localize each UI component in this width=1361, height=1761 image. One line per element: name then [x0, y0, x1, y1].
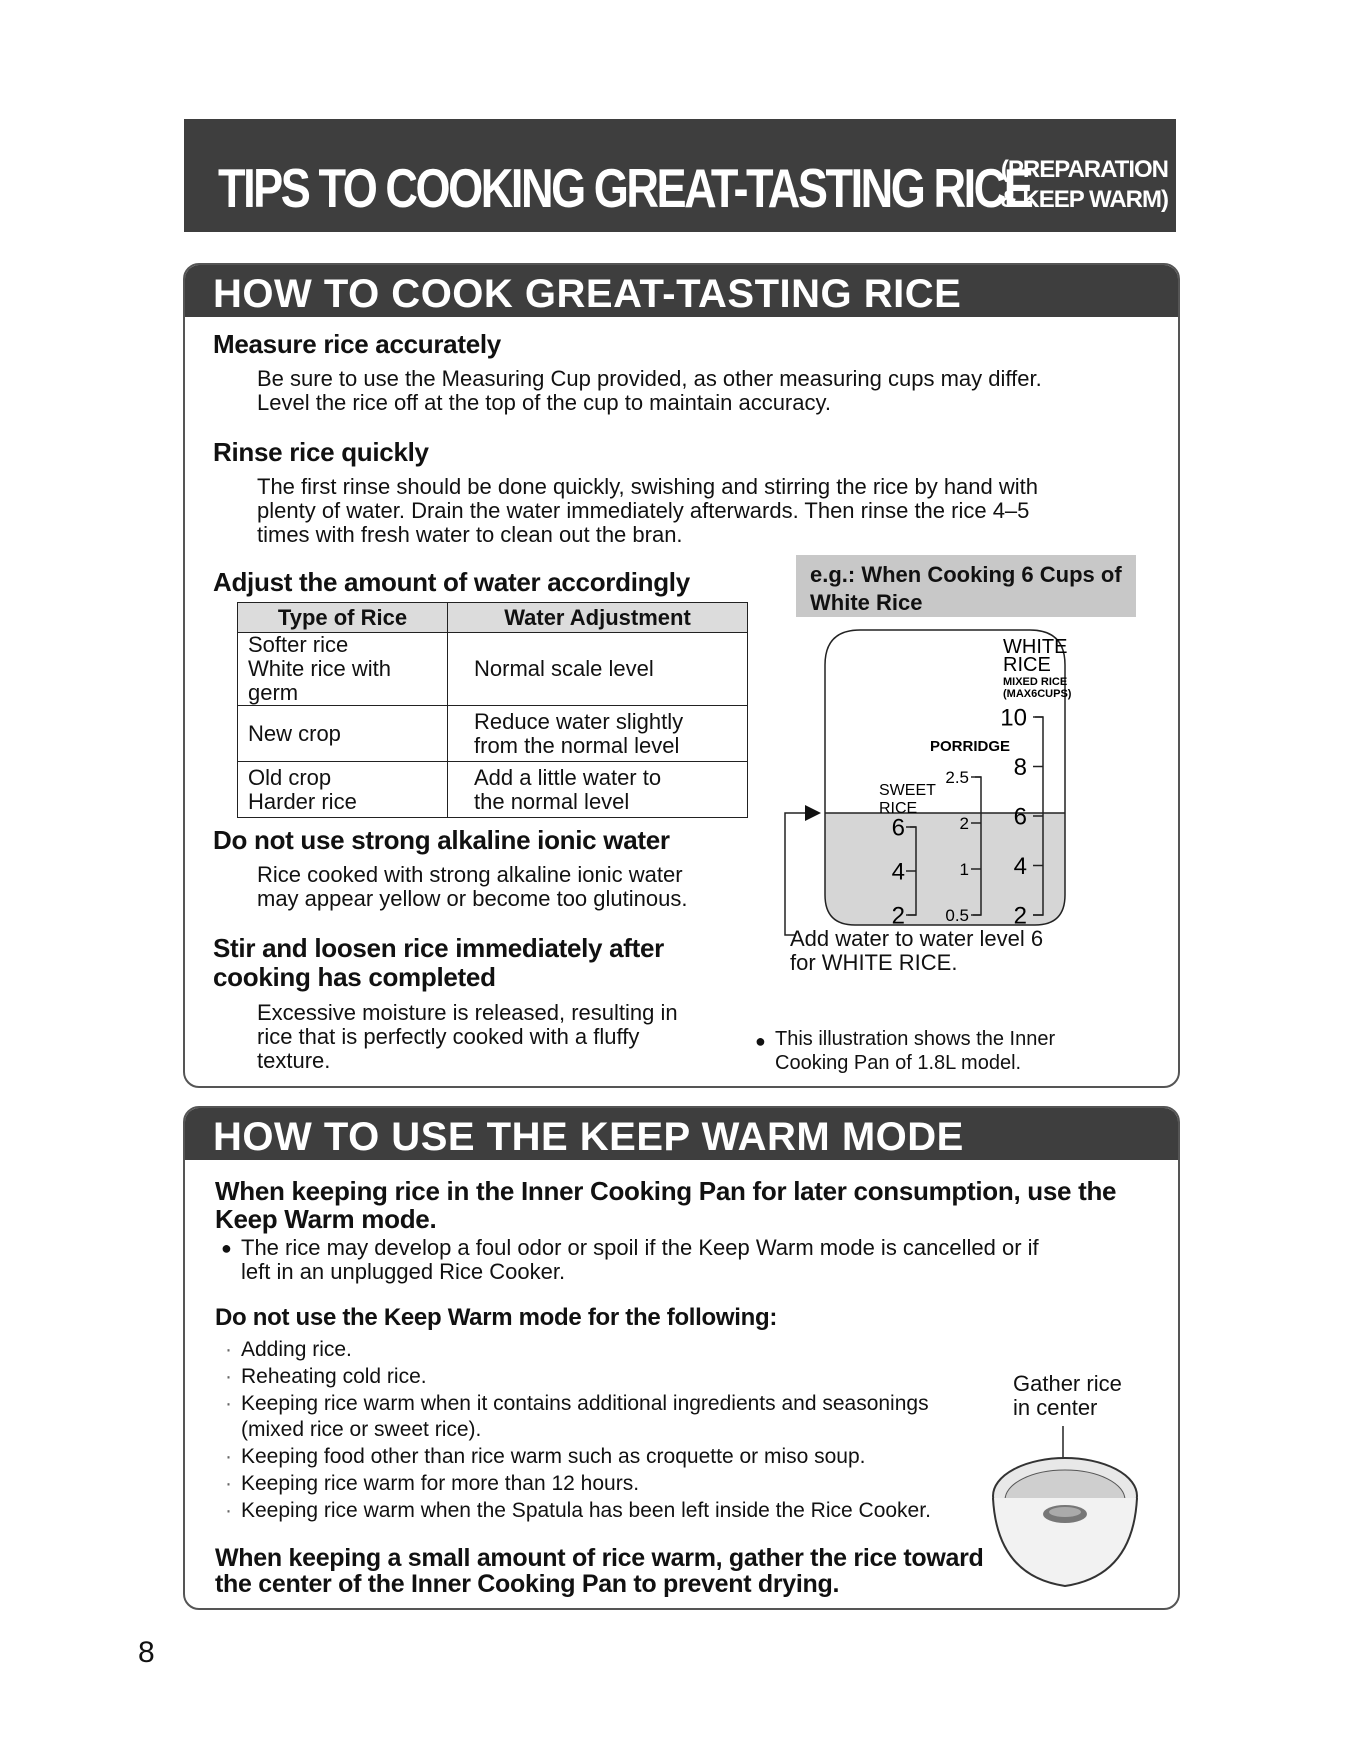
scale-mark-label: 0.5 — [945, 905, 969, 925]
section-keep-warm — [183, 1106, 1180, 1610]
small-amount-tip: When keeping a small amount of rice warm, gather the rice toward — [215, 1544, 984, 1572]
section-heading-bar — [185, 265, 1178, 317]
section-heading: HOW TO USE THE KEEP WARM MODE — [213, 1115, 964, 1159]
water-scale-illustration — [745, 625, 1165, 945]
scale-mark-label: 6 — [1013, 803, 1027, 831]
list-item-continuation: (mixed rice or sweet rice). — [241, 1418, 482, 1441]
arrow-right-icon — [805, 805, 821, 821]
section-cook-rice — [183, 263, 1180, 1088]
scale-mark-label: 2.5 — [945, 767, 969, 787]
keep-warm-intro: Keep Warm mode. — [215, 1204, 437, 1234]
list-item: · Adding rice. — [225, 1338, 352, 1361]
tip-text: may appear yellow or become too glutinous. — [257, 886, 688, 911]
keep-warm-bullet-text: left in an unplugged Rice Cooker. — [241, 1259, 566, 1284]
inner-pan-illustration — [985, 1426, 1145, 1596]
table-row — [238, 706, 748, 762]
scale-label-white: RICE — [1003, 654, 1051, 676]
example-note: This illustration shows the Inner — [775, 1028, 1056, 1050]
tip-title-stir: cooking has completed — [213, 962, 496, 992]
scale-mark-label: 8 — [1013, 753, 1027, 781]
section-heading: HOW TO COOK GREAT-TASTING RICE — [213, 272, 962, 316]
tip-text: texture. — [257, 1048, 331, 1073]
gather-rice-label: Gather rice — [1013, 1371, 1122, 1396]
list-item: · Keeping food other than rice warm such as croquette or miso soup. — [225, 1445, 866, 1468]
table-row — [238, 762, 748, 818]
example-label-box: e.g.: When Cooking 6 Cups of White Rice — [796, 555, 1136, 617]
scale-label-mixed: (MAX6CUPS) — [1003, 688, 1072, 700]
scale-mark-label: 4 — [1013, 852, 1027, 880]
tip-text: Level the rice off at the top of the cup to maintain accuracy. — [257, 390, 831, 415]
table-cell: Reduce water slightly from the normal level — [448, 706, 748, 762]
scale-mark-label: 2 — [959, 813, 969, 833]
table-cell: Normal scale level — [448, 633, 748, 706]
list-item: · Keeping rice warm for more than 12 hours. — [225, 1472, 640, 1495]
scale-label-sweet: SWEET — [879, 782, 936, 799]
keep-warm-intro: When keeping rice in the Inner Cooking Pan for later consumption, use the — [215, 1176, 1117, 1206]
tip-text: Be sure to use the Measuring Cup provided, as other measuring cups may differ. — [257, 366, 1042, 391]
keep-warm-bullet-text: The rice may develop a foul odor or spoil if the Keep Warm mode is cancelled or if — [241, 1235, 1039, 1260]
tip-title-measure: Measure rice accurately — [213, 329, 501, 359]
page-title: TIPS TO COOKING GREAT-TASTING RICE — [218, 157, 1032, 219]
example-note: Cooking Pan of 1.8L model. — [775, 1052, 1022, 1074]
bullet-icon: ● — [221, 1238, 232, 1258]
example-caption: for WHITE RICE. — [790, 950, 958, 975]
tip-text: Excessive moisture is released, resulting in — [257, 1000, 678, 1025]
title-banner — [184, 119, 1176, 232]
gathered-rice-highlight — [1049, 1507, 1081, 1517]
scale-label-white: WHITE — [1003, 636, 1068, 658]
scale-mark-label: 6 — [891, 814, 905, 842]
tip-text: plenty of water. Drain the water immediately afterwards. Then rinse the rice 4–5 — [257, 498, 1030, 523]
scale-mark-label: 1 — [959, 859, 969, 879]
tip-title-alkaline: Do not use strong alkaline ionic water — [213, 825, 670, 855]
scale-mark-label: 2 — [891, 902, 905, 930]
table-header-cell: Type of Rice — [238, 603, 448, 633]
scale-label-porridge: PORRIDGE — [930, 738, 1011, 755]
example-caption: Add water to water level 6 — [790, 926, 1044, 951]
table-header-row — [238, 603, 748, 633]
gather-rice-label: in center — [1013, 1395, 1098, 1420]
tip-text: Rice cooked with strong alkaline ionic water — [257, 862, 683, 887]
table-row — [238, 633, 748, 706]
section-heading-bar — [185, 1108, 1178, 1160]
list-item: · Keeping rice warm when it contains additional ingredients and seasonings — [225, 1392, 929, 1415]
table-cell: Softer rice White rice with germ — [238, 633, 448, 706]
scale-mark-label: 4 — [891, 858, 905, 886]
dont-use-title: Do not use the Keep Warm mode for the following: — [215, 1304, 778, 1331]
bullet-icon: ● — [755, 1031, 766, 1051]
list-item: · Reheating cold rice. — [225, 1365, 427, 1388]
pointer-line — [785, 813, 805, 935]
page-subtitle: (PREPARATION & KEEP WARM) — [1000, 156, 1168, 213]
scale-mark-label: 10 — [1000, 704, 1027, 732]
table-header-cell: Water Adjustment — [448, 603, 748, 633]
scale-label-mixed: MIXED RICE — [1003, 676, 1068, 688]
tip-text: The first rinse should be done quickly, swishing and stirring the rice by hand with — [257, 474, 1038, 499]
page-number: 8 — [138, 1636, 155, 1669]
tip-text: rice that is perfectly cooked with a fluffy — [257, 1024, 640, 1049]
scale-label-sweet: RICE — [879, 800, 918, 817]
table-cell: Old crop Harder rice — [238, 762, 448, 818]
water-adjustment-table — [237, 602, 748, 818]
scale-mark-label: 2 — [1013, 902, 1027, 930]
tip-title-stir: Stir and loosen rice immediately after — [213, 933, 664, 963]
tip-text: times with fresh water to clean out the bran. — [257, 522, 683, 547]
list-item: · Keeping rice warm when the Spatula has been left inside the Rice Cooker. — [225, 1499, 931, 1522]
small-amount-tip: the center of the Inner Cooking Pan to prevent drying. — [215, 1570, 840, 1598]
table-cell: New crop — [238, 706, 448, 762]
tip-title-adjust: Adjust the amount of water accordingly — [213, 567, 690, 597]
tip-title-rinse: Rinse rice quickly — [213, 437, 429, 467]
table-cell: Add a little water to the normal level — [448, 762, 748, 818]
